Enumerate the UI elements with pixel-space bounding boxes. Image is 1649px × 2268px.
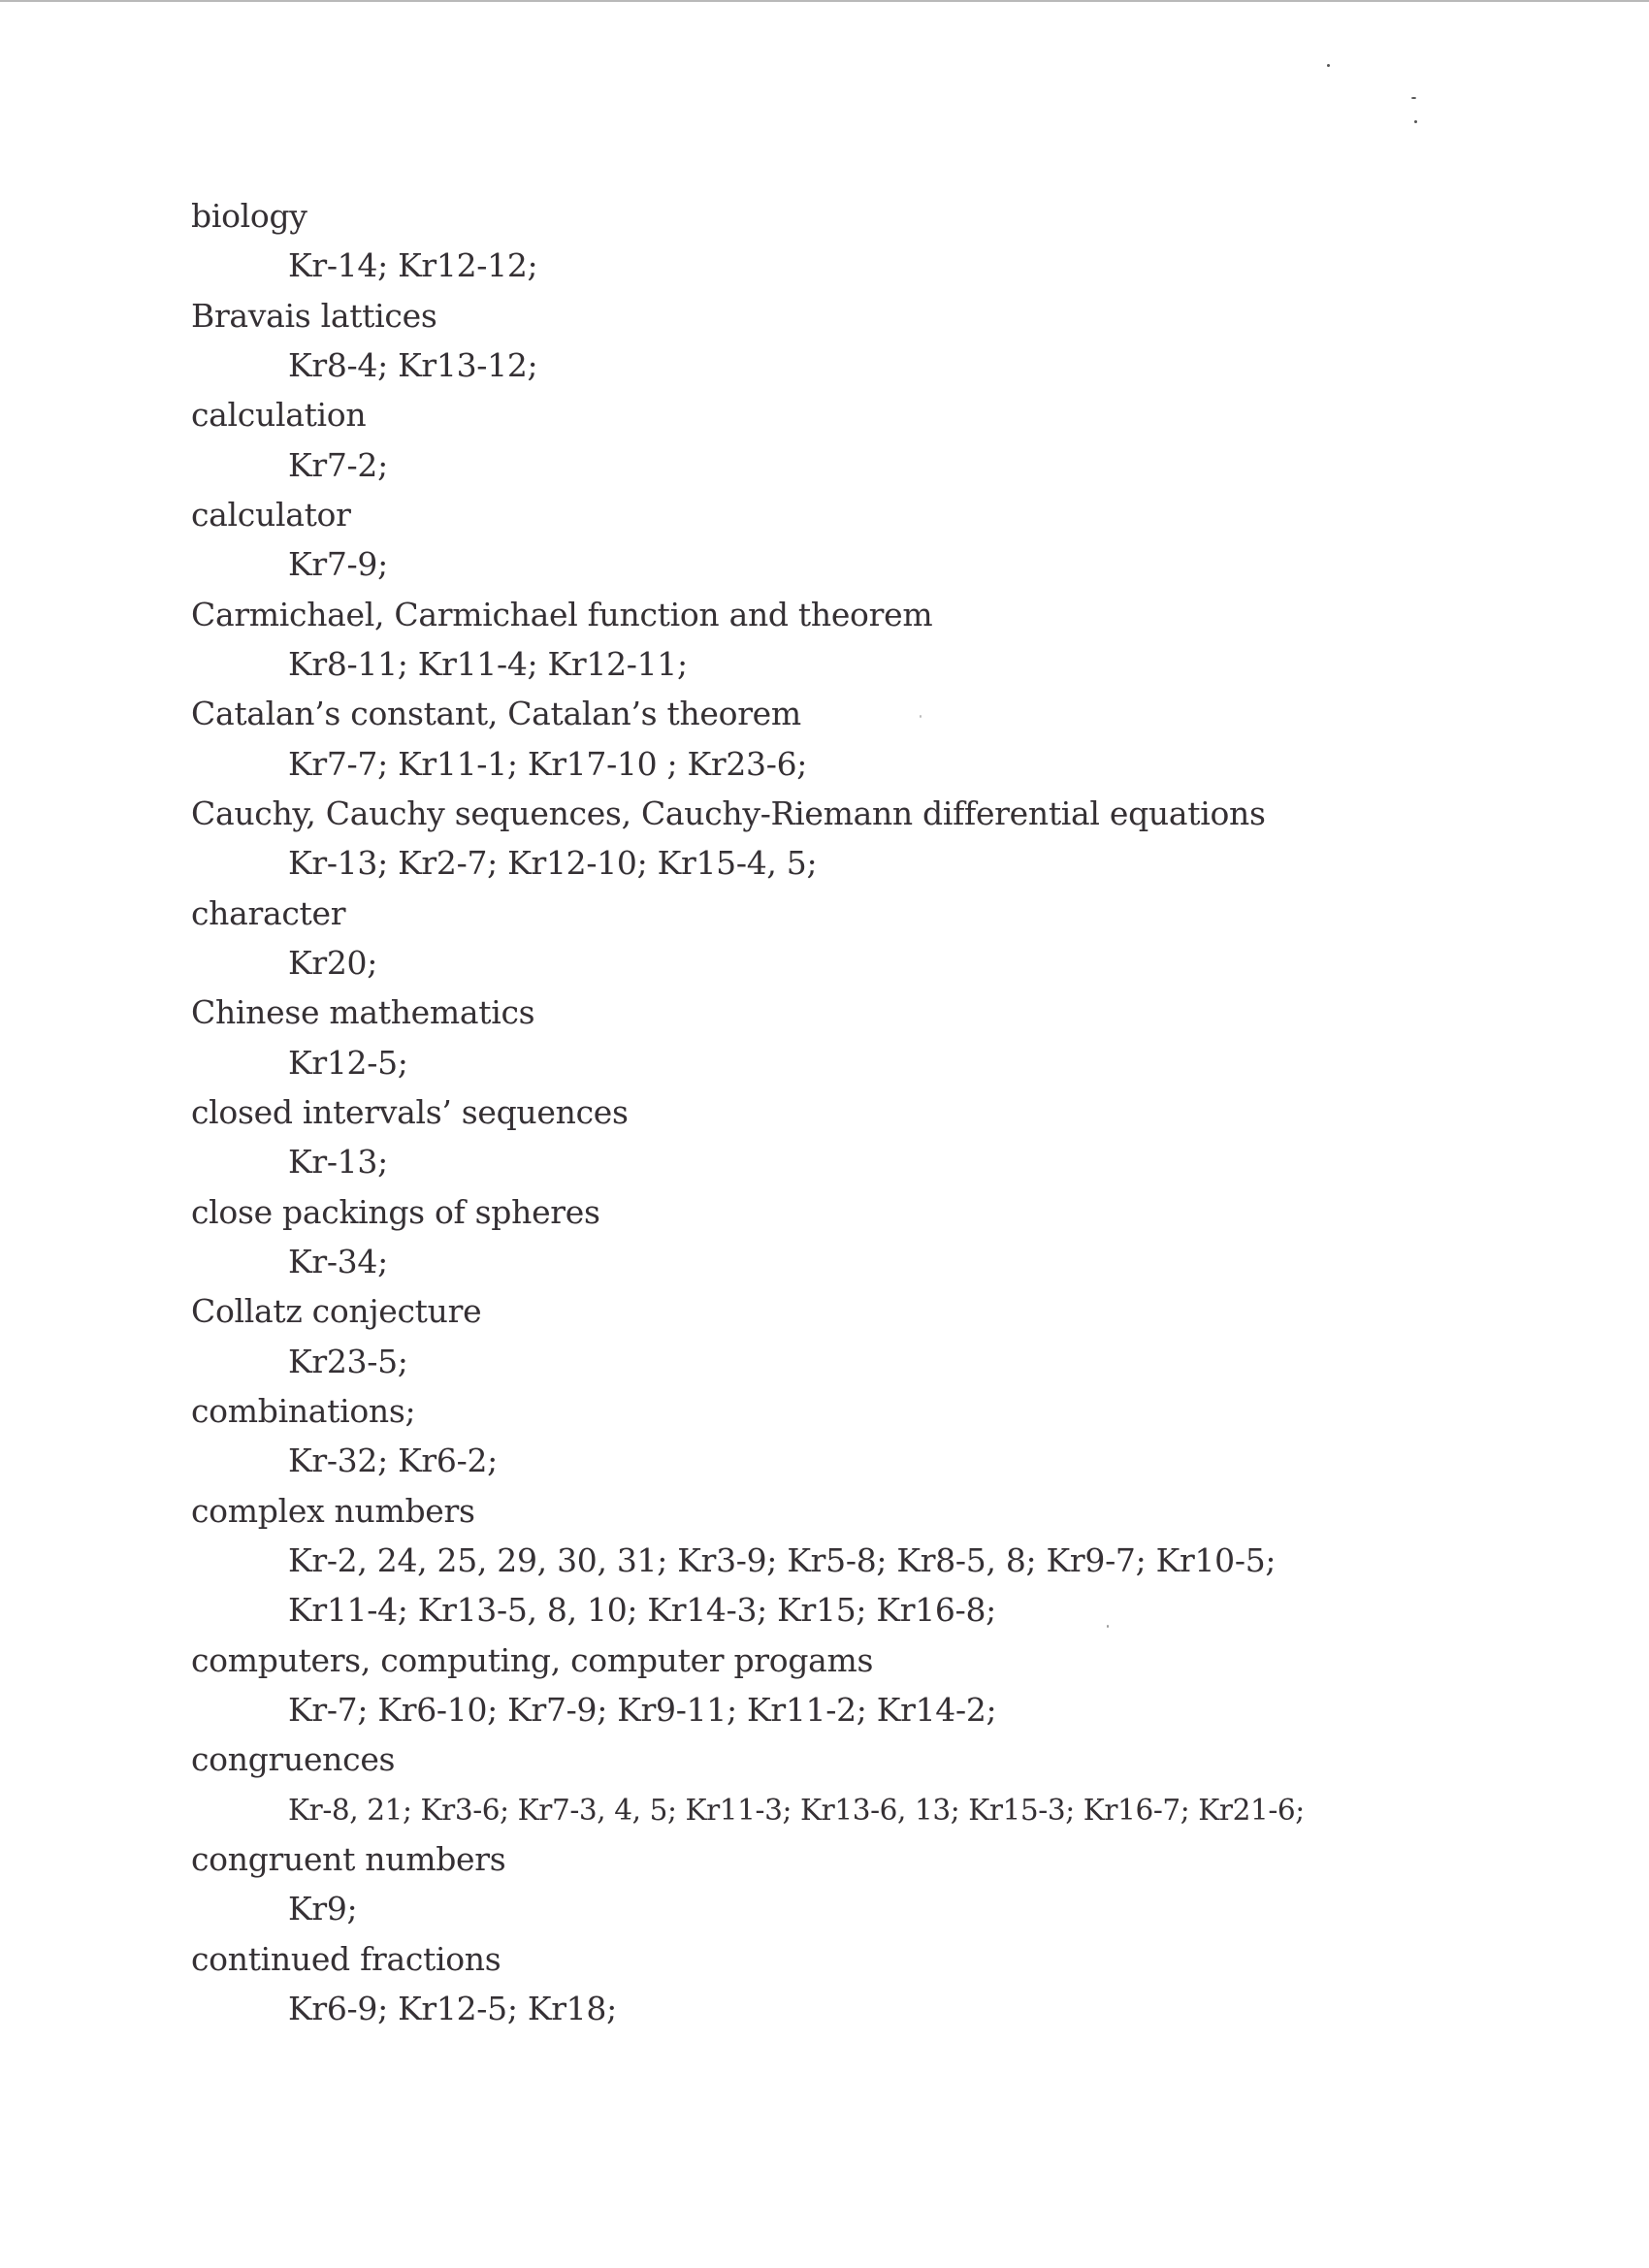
index-references: Kr-32; Kr6-2; [288,1442,498,1480]
index-term: close packings of spheres [191,1192,600,1231]
index-term: calculator [191,495,351,534]
index-references: Kr8-11; Kr11-4; Kr12-11; [288,644,688,683]
index-term: character [191,893,346,932]
scan-speck [1414,120,1417,123]
index-references: Kr-13; [288,1143,388,1182]
index-references: Kr-34; [288,1242,388,1280]
scan-speck [920,715,922,718]
index-references: Kr6-9; Kr12-5; Kr18; [288,1989,617,2027]
index-references: Kr8-4; Kr13-12; [288,345,538,384]
index-term: Chinese mathematics [191,993,535,1032]
scan-top-edge [0,0,1649,2]
index-references: Kr-14; Kr12-12; [288,246,538,285]
index-references: Kr-8, 21; Kr3-6; Kr7-3, 4, 5; Kr11-3; Kr13-6, 13; Kr15-3; Kr16-7; Kr21-6; [288,1793,1305,1827]
index-references: Kr9; [288,1890,358,1928]
index-term: Cauchy, Cauchy sequences, Cauchy-Riemann differential equations [191,794,1266,832]
scan-speck [1327,64,1330,67]
index-term: continued fractions [191,1939,501,1978]
index-term: congruences [191,1740,396,1779]
index-term: closed intervals’ sequences [191,1092,629,1131]
index-term: biology [191,197,307,235]
index-references: Kr-2, 24, 25, 29, 30, 31; Kr3-9; Kr5-8; Kr8-5, 8; Kr9-7; Kr10-5; [288,1540,1277,1579]
index-term: Bravais lattices [191,296,437,335]
index-references: Kr7-7; Kr11-1; Kr17-10 ; Kr23-6; [288,744,808,783]
index-term: congruent numbers [191,1839,506,1878]
index-references: Kr23-5; [288,1342,408,1380]
index-term: combinations; [191,1391,416,1430]
index-term: Collatz conjecture [191,1292,482,1331]
index-term: computers, computing, computer progams [191,1640,874,1679]
index-references: Kr7-2; [288,445,388,484]
index-references: Kr12-5; [288,1043,408,1082]
index-term: Carmichael, Carmichael function and theorem [191,595,933,633]
scan-speck [1107,1625,1109,1628]
index-term: calculation [191,396,367,435]
index-references: Kr11-4; Kr13-5, 8, 10; Kr14-3; Kr15; Kr16-8; [288,1591,996,1630]
index-references: Kr20; [288,943,378,982]
index-term: Catalan’s constant, Catalan’s theorem [191,695,801,733]
index-term: complex numbers [191,1491,475,1530]
scan-speck [1411,97,1416,99]
index-references: Kr-7; Kr6-10; Kr7-9; Kr9-11; Kr11-2; Kr14-2; [288,1690,997,1729]
index-references: Kr-13; Kr2-7; Kr12-10; Kr15-4, 5; [288,844,818,883]
index-references: Kr7-9; [288,545,388,584]
